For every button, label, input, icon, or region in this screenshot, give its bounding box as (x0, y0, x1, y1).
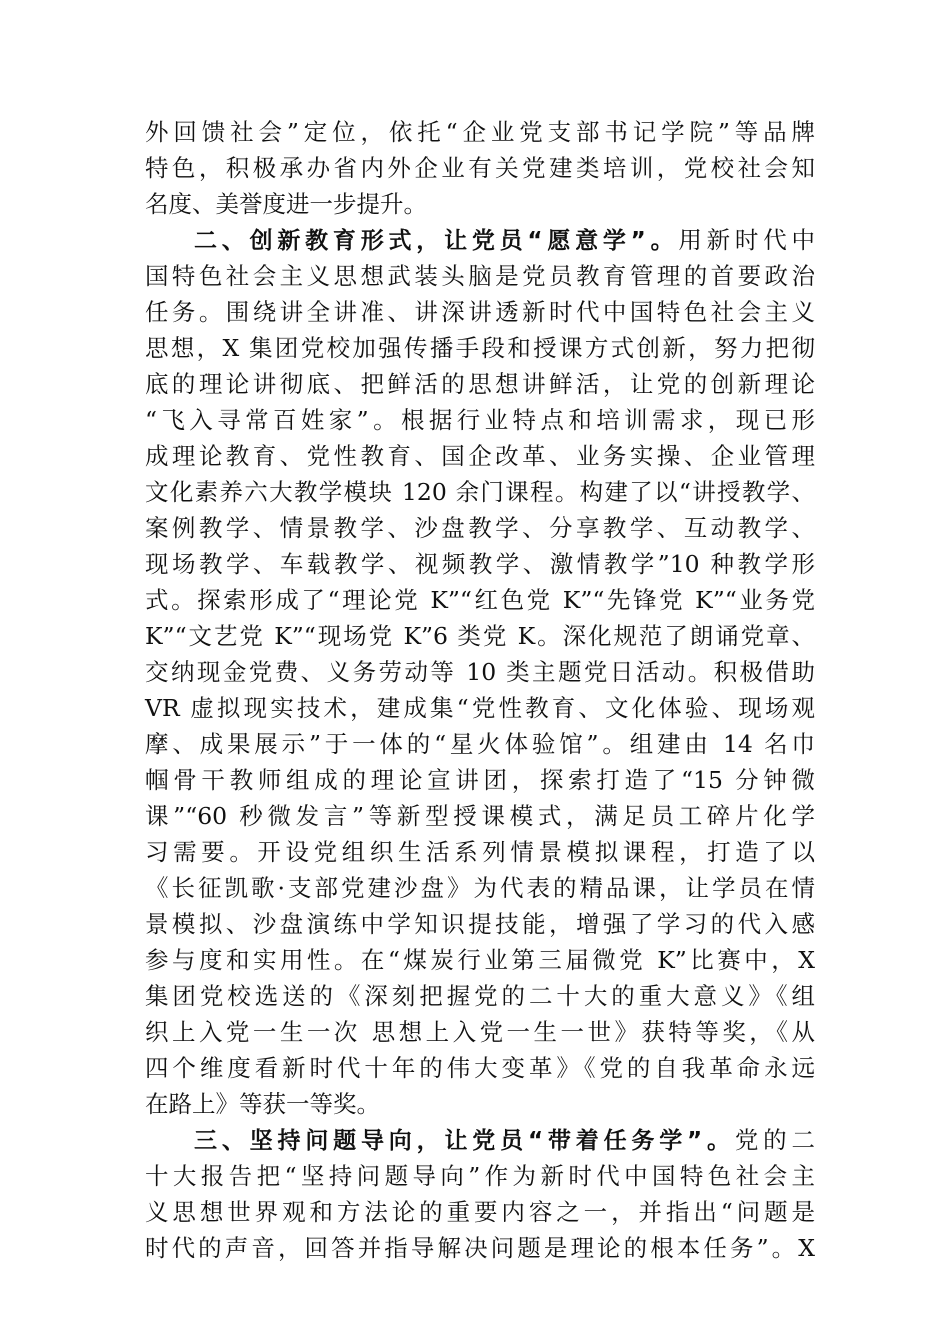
text-line: 帼骨干教师组成的理论宣讲团，探索打造了“15 分钟微 (145, 766, 815, 794)
text-line: 特色，积极承办省内外企业有关党建类培训，党校社会知 (145, 154, 815, 182)
section-heading: 三、坚持问题导向，让党员“带着任务学”。 (194, 1128, 735, 1154)
text-line: 集团党校选送的《深刻把握党的二十大的重大意义》《组 (145, 982, 815, 1010)
text-line: 文化素养六大教学模块 120 余门课程。构建了以“讲授教学、 (145, 478, 815, 506)
text-line: 在路上》等获一等奖。 (145, 1090, 380, 1118)
text-line: 义思想世界观和方法论的重要内容之一，并指出“问题是 (145, 1198, 815, 1226)
text-line: 时代的声音，回答并指导解决问题是理论的根本任务”。X (145, 1234, 815, 1262)
text-line: 任务。围绕讲全讲准、讲深讲透新时代中国特色社会主义 (145, 298, 815, 326)
text-line: 思想，X 集团党校加强传播手段和授课方式创新，努力把彻 (145, 334, 815, 362)
text-line: 外回馈社会”定位，依托“企业党支部书记学院”等品牌 (145, 118, 815, 146)
text-line: 成理论教育、党性教育、国企改革、业务实操、企业管理 (145, 442, 815, 470)
text-line: 交纳现金党费、义务劳动等 10 类主题党日活动。积极借助 (145, 658, 815, 686)
text-line: 名度、美誉度进一步提升。 (145, 190, 427, 218)
text-line: 四个维度看新时代十年的伟大变革》《党的自我革命永远 (145, 1054, 815, 1082)
text-line: 十大报告把“坚持问题导向”作为新时代中国特色社会主 (145, 1162, 815, 1190)
section-heading: 二、创新教育形式，让党员“愿意学”。 (194, 228, 679, 254)
text-line: 《长征凯歌·支部党建沙盘》为代表的精品课，让学员在情 (145, 874, 815, 902)
text-line: “飞入寻常百姓家”。根据行业特点和培训需求，现已形 (145, 406, 815, 434)
text-line: 课”“60 秒微发言”等新型授课模式，满足员工碎片化学 (145, 802, 815, 830)
section-heading-line: 三、坚持问题导向，让党员“带着任务学”。党的二 (194, 1126, 816, 1154)
text-line: 式。探索形成了“理论党 K”“红色党 K”“先锋党 K”“业务党 (145, 586, 815, 614)
text-line: 习需要。开设党组织生活系列情景模拟课程，打造了以 (145, 838, 815, 866)
text-line: 国特色社会主义思想武装头脑是党员教育管理的首要政治 (145, 262, 815, 290)
text-line: 案例教学、情景教学、沙盘教学、分享教学、互动教学、 (145, 514, 815, 542)
text-line: 景模拟、沙盘演练中学知识提技能，增强了学习的代入感 (145, 910, 815, 938)
text-line: VR 虚拟现实技术，建成集“党性教育、文化体验、现场观 (145, 694, 815, 722)
text-line: 织上入党一生一次 思想上入党一生一世》获特等奖，《从 (145, 1018, 815, 1046)
text-line: K”“文艺党 K”“现场党 K”6 类党 K。深化规范了朗诵党章、 (145, 622, 815, 650)
text-line: 参与度和实用性。在“煤炭行业第三届微党 K”比赛中，X (145, 946, 815, 974)
text-line: 底的理论讲彻底、把鲜活的思想讲鲜活，让党的创新理论 (145, 370, 815, 398)
text-line: 现场教学、车载教学、视频教学、激情教学”10 种教学形 (145, 550, 815, 578)
text-line: 摩、成果展示”于一体的“星火体验馆”。组建由 14 名巾 (145, 730, 815, 758)
section-heading-line: 二、创新教育形式，让党员“愿意学”。用新时代中 (194, 226, 815, 254)
